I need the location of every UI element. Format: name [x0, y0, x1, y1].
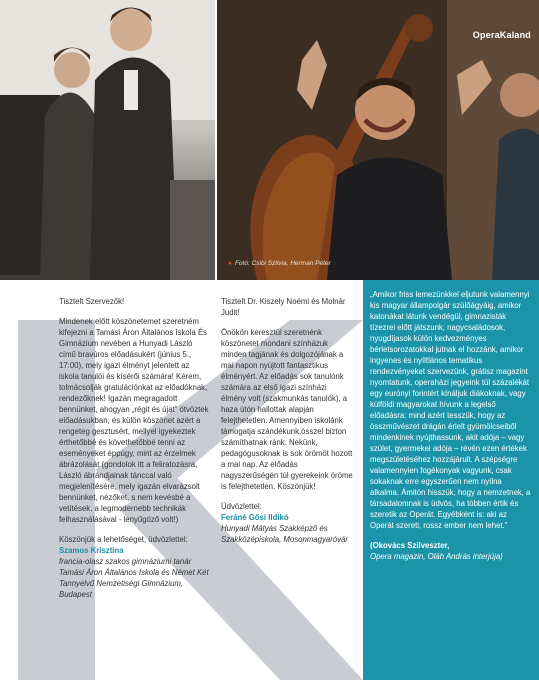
letter1-body: Mindenek előtt köszönetemet szeretném kifejezni a Tamási Áron Általános Iskola És Gimnázium nevében a Hunyadi László című bravúros előadásukért (június 5., 17:00), mely igazi élményt jelentett az iskola tanulói és kísérői számára! Kérem, tolmácsolják gratulációnkat az előadóknak, rendezőknek! Igazán megragadott bennünket, ahogyan „régit és újat” ötvöztek előadásukban, és külön köszönet azért a rengeteg gesztusért, mellyel igyekeztek érthetőbbé és követhetőbbé tenni az eseményeket éppúgy, mint az érzelmek ábrázolását (gondolok itt a feliratozásra, László ábrándjainak tánccal való megjelenítésére, mely igazán elvarázsolt bennünket, nézőket, s nem kevésbé a vetítések, a legmodernebb technikák felhasználásával - lenyűgöző volt!): [59, 317, 209, 524]
credit-bullet-icon: ●: [228, 260, 232, 267]
photo-credit: [228, 260, 331, 267]
quote-signer: (Okovács Szilveszter,: [370, 541, 450, 550]
photo-credit-text: Fotó: Csibi Szilvia, Herman Péter: [234, 260, 331, 267]
letter2-salutation: Tisztelt Dr. Kiszely Noémi és Molnár Judit!: [221, 297, 346, 317]
letter1-closing: Köszönjük a lehetőséget, üdvözlettel:: [59, 535, 188, 544]
quote-body: „Amikor friss lemezünkkel eljutunk valamennyi kis magyar állampolgár szülőágyáig, amikor katonákat látunk vendégül, gimnazisták tízezrei előtt játszunk, nagycsaládosok, nyugdíjasok külön kedvezményes bérletsorozatokkal jutnak el hozzánk, amikor ingyenes és nyíltlános tematikus rendezvényeket szervezünk, grátisz magazint nyomtatunk, operaházi jegyeink túl százalékát egy eurónyi forintért kínáljuk diákoknak, vagy külföldi magyarokat hívunk a legelső előadásra: mind azért tesszük, hogy az összművészet drágán érlelt gyümölcseiből mindenkinek nyújthassunk, akit adója – vagy szület, gyermekei adója – révén ezen értékek megszületéséhez hozzájárult. A szépségre valamennyien fogékonyak vagyunk, csak sokaknak erre egyszerűen nem nyílna alkalma. Ámitón hisszük, hogy a nemzetnek, a társadalomnak is üdvös, ha többen értik és szeretik az Operát. Egyébként is: aki az Operát szereti, rossz ember nem lehet.”: [370, 290, 531, 530]
orchestra-illustration: [217, 0, 539, 280]
letter1-salutation: Tisztelt Szervezők!: [59, 297, 125, 306]
quote-column: [370, 289, 532, 562]
letter2-closing: Üdvözlettel:: [221, 502, 262, 511]
students-illustration: [0, 0, 215, 280]
letter1-role: francia-olasz szakos gimnáziumi tanár Tamási Áron Általános Iskola és Német Két Tannyelvű Nemzetiségi Gimnázium, Budapest: [59, 557, 209, 599]
letter-column-1: [59, 296, 209, 600]
photo-students: [0, 0, 215, 280]
letter2-body: Önökön keresztül szeretnénk köszönetet mondani színházuk minden tagjának és dolgozójának a mai napon nyújtott fantasztikus élményért. Az előadás sok tanulónk számára az első igazi színházi élmény volt (szakmunkás tanulók), a haza útón hallottak alapján felejthetetlen. Amennyiben iskolánk támogatja szándékunk,ósszel bizton számíthatnak ránk. Nekünk, pedagógusoknak is sok örömöt hozott a mai nap. Az előadás nagyszerűségén túl gyerekeink öröme is felejthetetlen. Köszönjük!: [221, 328, 353, 491]
section-tag: OperaKaland: [472, 30, 531, 40]
quote-source: Opera magazin, Oláh András interjúja): [370, 552, 503, 561]
letter2-role: Hunyadi Mátyás Szakképző és Szakközépiskola, Mosonmagyaróvár: [221, 524, 348, 544]
letter1-signer: Szamos Krisztina: [59, 546, 124, 555]
letter2-signer: Feráné Gősi Ildikó: [221, 513, 289, 522]
letter-column-2: [221, 296, 353, 545]
photo-orchestra: [217, 0, 539, 280]
